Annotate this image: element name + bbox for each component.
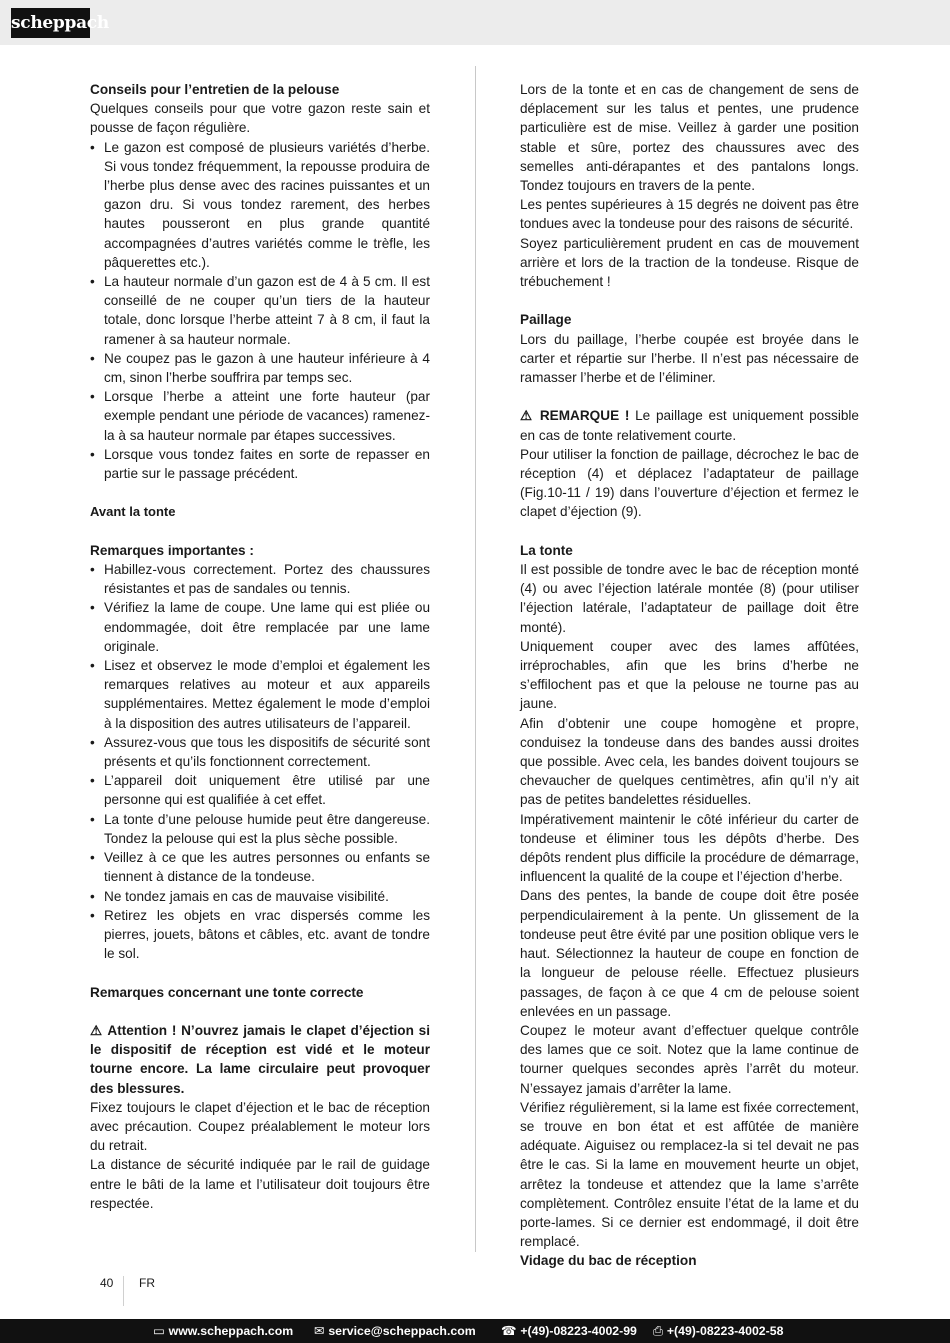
paragraph: Fixez toujours le clapet d’éjection et le bac de réception avec précaution. Coupez préalablement le moteur lors du retrait.	[90, 1099, 430, 1154]
remarks-list	[90, 560, 430, 963]
list-item: • Le gazon est composé de plusieurs variétés d’herbe. Si vous tondez fréquemment, la repousse produira de l’herbe plus dense avec des racines puissantes et un gazon dru. Si vous tondez rarement, des herbes hautes pousseront en plus grande quantité accompagnées d’autres variétés comme le trèfle, les pâquerettes etc.).	[90, 139, 430, 270]
list-item: • Vérifiez la lame de coupe. Une lame qui est pliée ou endommagée, doit être remplacée par une lame originale.	[90, 600, 430, 654]
fax-icon: ⎙	[653, 1324, 663, 1338]
heading-before-mowing: Avant la tonte	[90, 504, 176, 520]
phone-icon: ☎	[501, 1324, 517, 1338]
list-item: • Lorsque l’herbe a atteint une forte hauteur (par exemple pendant une période de vacances) ramenez-la à sa hauteur normale par étapes successives.	[90, 389, 430, 443]
page-number: 40	[100, 1276, 114, 1290]
warning-text: ⚠ Attention ! N’ouvrez jamais le clapet d’éjection si le dispositif de réception est vidé et le moteur tourne encore. La lame circulaire peut provoquer des blessures.	[90, 1022, 431, 1096]
phone-number: ☎ +(49)-08223-4002-99	[501, 1324, 637, 1338]
lawn-tips-list	[90, 138, 430, 484]
heading-important-remarks: Remarques importantes :	[90, 542, 254, 558]
paragraph: Il est possible de tondre avec le bac de réception monté (4) ou avec l’éjection latérale montée (8) (pour utiliser l’éjection latérale, l’adaptateur de paillage doit être monté).	[520, 562, 859, 635]
left-column	[90, 80, 430, 1213]
heading-mowing: La tonte	[520, 542, 573, 558]
list-item: • L’appareil doit uniquement être utilisé par une personne qui est qualifiée à cet effet.	[90, 773, 430, 808]
list-item: • La tonte d’une pelouse humide peut être dangereuse. Tondez la pelouse qui est la plus sèche possible.	[90, 811, 430, 846]
column-divider	[475, 66, 476, 1252]
warning-icon: ⚠	[90, 1022, 104, 1038]
email-link[interactable]: ✉ service@scheppach.com	[314, 1324, 476, 1338]
paragraph: Les pentes supérieures à 15 degrés ne doivent pas être tondues avec la tondeuse pour des raisons de sécurité.	[520, 197, 859, 232]
paragraph: Lors de la tonte et en cas de changement de sens de déplacement sur les talus et pentes, une prudence particulière est de mise. Veillez à garder une position stable et sûre, portez des chaussures avec des semelles anti-dérapantes et des pantalons longs. Tondez toujours en travers de la pente.	[520, 82, 859, 194]
paragraph: Vérifiez régulièrement, si la lame est fixée correctement, se trouve en bon état et est affûtée de manière adéquate. Aiguisez ou remplacez-la si tel devait ne pas être le cas. Si la lame en mouvement heurte un objet, arrêtez la tondeuse et attendez que la lame s’arrête complètement. Contrôlez ensuite l’état de la lame et du porte-lames. Si ce dernier est endommagé, il doit être remplacé.	[520, 1099, 859, 1250]
paragraph: Impérativement maintenir le côté inférieur du carter de tondeuse et éliminer tous les dépôts d’herbe. Des dépôts rendent plus difficile la procédure de démarrage, influencent la qualité de la coupe et l’éjection d’herbe.	[520, 811, 859, 885]
list-item: • Assurez-vous que tous les dispositifs de sécurité sont présents et qu’ils fonctionnent correctement.	[90, 734, 430, 770]
list-item: • Lisez et observez le mode d’emploi et également les remarques relatives au moteur et aux appareils supplémentaires. Mettez également le mode d’emploi à la disposition des autres utilisateurs de l’appareil.	[90, 658, 430, 731]
mail-icon: ✉	[314, 1324, 325, 1338]
footer-divider	[123, 1276, 124, 1306]
list-item: • Lorsque vous tondez faites en sorte de repasser en partie sur le passage précédent.	[90, 446, 430, 482]
lawn-care-intro: Quelques conseils pour que votre gazon reste sain et pousse de façon régulière.	[90, 101, 430, 136]
heading-mulching: Paillage	[520, 312, 572, 328]
heading-emptying-bag: Vidage du bac de réception	[520, 1253, 697, 1269]
paragraph: Coupez le moteur avant d’effectuer quelque contrôle des lames que ce soit. Notez que la lame continue de tourner quelques secondes après l’arrêt du moteur. N’essayez jamais d’arrêter la lame.	[520, 1022, 859, 1096]
list-item: • La hauteur normale d’un gazon est de 4 à 5 cm. Il est conseillé de ne couper qu’un tiers de la hauteur totale, donc lorsque l’herbe atteint 7 à 8 cm, il faut la ramener à sa hauteur normale.	[90, 274, 430, 347]
list-item: • Habillez-vous correctement. Portez des chaussures résistantes et pas de sandales ou tennis.	[90, 562, 430, 597]
list-item: • Ne coupez pas le gazon à une hauteur inférieure à 4 cm, sinon l’herbe souffrira par temps sec.	[90, 350, 430, 386]
paragraph: Dans des pentes, la bande de coupe doit être posée perpendiculairement à la pente. Un glissement de la tondeuse peut être évité par une position oblique vers le haut. Sélectionnez la hauteur de coupe en fonction de la longueur de pelouse réelle. Effectuez plusieurs passages, de façon à ce que 4 cm de pelouse soient enlevées en un passage.	[520, 888, 859, 1019]
scheppach-logo: scheppach	[11, 8, 90, 38]
paragraph: Soyez particulièrement prudent en cas de mouvement arrière et lors de la traction de la tondeuse. Risque de trébuchement !	[520, 235, 859, 290]
header-bar	[0, 0, 950, 45]
paragraph: Afin d’obtenir une coupe homogène et propre, conduisez la tondeuse dans des bandes aussi droites que possible. Avec cela, les bandes doivent toujours se chevaucher de quelques centimètres, afin qu’il n’y ait pas de petites bandelettes résiduelles.	[520, 715, 859, 808]
contact-bar	[0, 1319, 950, 1343]
warning-icon: ⚠	[520, 408, 535, 424]
heading-correct-mowing: Remarques concernant une tonte correcte	[90, 984, 364, 1000]
paragraph: Uniquement couper avec des lames affûtées, irréprochables, afin que les brins d’herbe ne s’effilochent pas et que la pelouse ne tourne pas au jaune.	[520, 638, 859, 712]
computer-icon: ▭	[153, 1324, 165, 1338]
list-item: • Retirez les objets en vrac dispersés comme les pierres, jouets, bâtons et câbles, etc. avant de tondre le sol.	[90, 907, 430, 962]
list-item: • Veillez à ce que les autres personnes ou enfants se tiennent à distance de la tondeuse.	[90, 850, 430, 885]
website-link[interactable]: ▭ www.scheppach.com	[153, 1324, 294, 1338]
paragraph: Pour utiliser la fonction de paillage, décrochez le bac de réception (4) et déplacez l’adaptateur de paillage (Fig.10-11 / 19) dans l’ouverture d’éjection et fermez le clapet d’éjection (9).	[520, 446, 859, 520]
right-column	[520, 80, 859, 1271]
paragraph: La distance de sécurité indiquée par le rail de guidage entre le bâti de la lame et l’utilisateur doit toujours être respectée.	[90, 1157, 430, 1211]
paragraph: Lors du paillage, l’herbe coupée est broyée dans le carter et répartie sur l’herbe. Il n’est pas nécessaire de ramasser l’herbe et de l’éliminer.	[520, 331, 859, 386]
list-item: • Ne tondez jamais en cas de mauvaise visibilité.	[90, 888, 389, 904]
language-label: FR	[139, 1276, 155, 1290]
fax-number: ⎙ +(49)-08223-4002-58	[653, 1324, 784, 1338]
heading-lawn-care: Conseils pour l’entretien de la pelouse	[90, 82, 340, 97]
remark-text: ⚠ REMARQUE ! Le paillage est uniquement possible en cas de tonte relativement courte.	[520, 408, 859, 443]
